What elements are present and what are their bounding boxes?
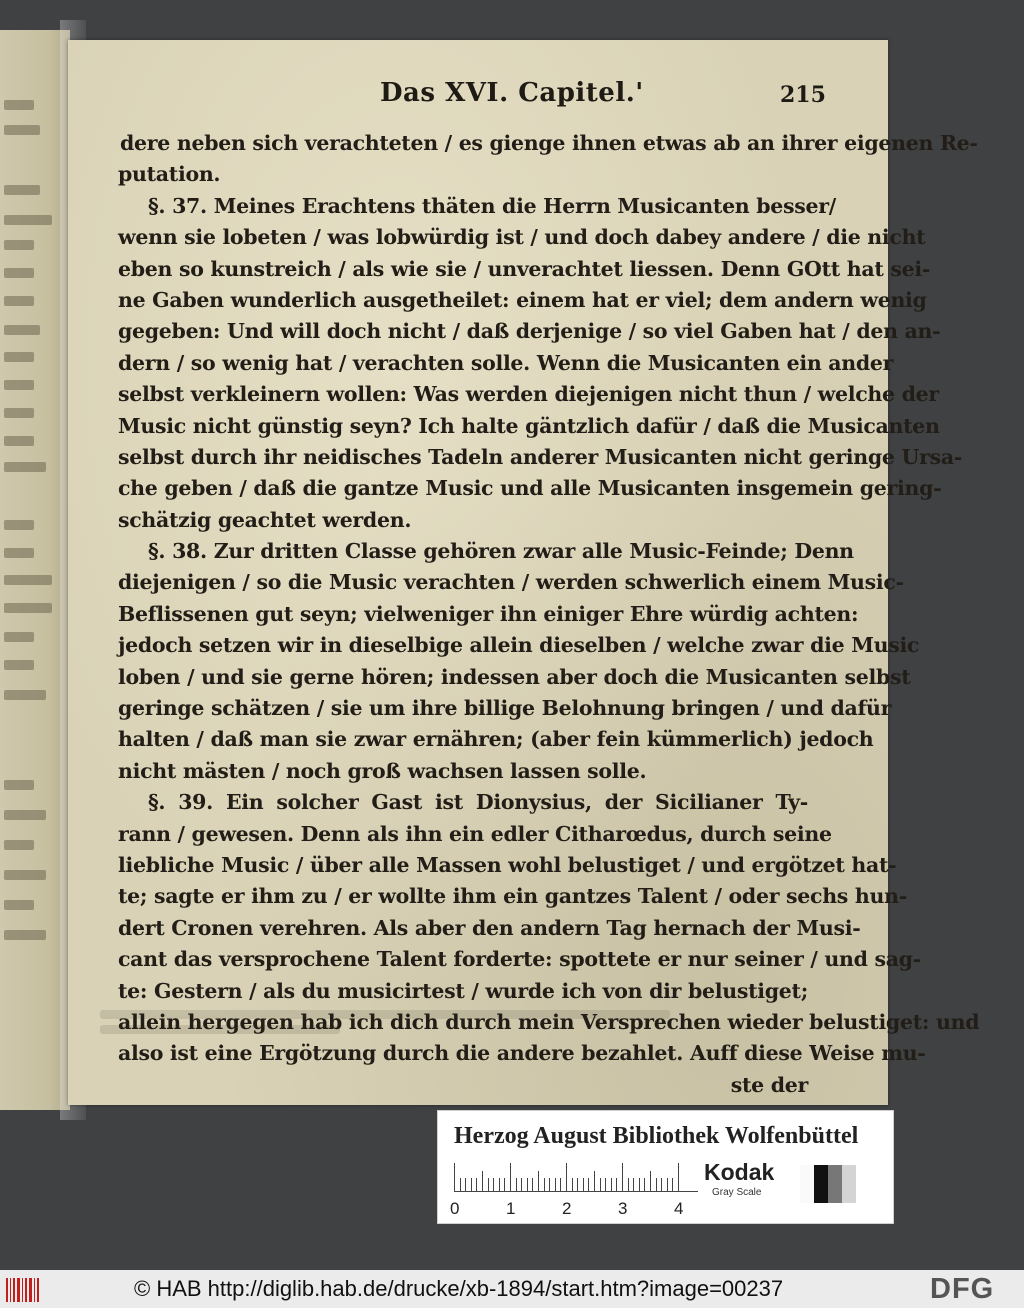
ruler-tick (667, 1178, 668, 1191)
ruler-tick (460, 1178, 461, 1191)
page-number: 215 (780, 82, 826, 108)
text-line: also ist eine Ergötzung durch die andere bezahlet. Auff diese Weise mu- (118, 1041, 926, 1066)
facing-text-fragment (4, 930, 46, 940)
ruler-tick (465, 1178, 466, 1191)
facing-text-fragment (4, 125, 40, 135)
text-line: ne Gaben wunderlich ausgetheilet: einem hat er viel; dem andern wenig (118, 287, 927, 312)
running-head: Das XVI. Capitel.' (380, 78, 644, 108)
facing-text-fragment (4, 100, 34, 110)
text-line: che geben / daß die gantze Music und alle Musicanten insgemein gering- (118, 476, 942, 501)
facing-text-fragment (4, 632, 34, 642)
ruler-tick (656, 1178, 657, 1191)
text-line: Beflissenen gut seyn; vielweniger ihn einiger Ehre würdig achten: (118, 601, 859, 626)
text-line: te; sagte er ihm zu / er wollte ihm ein gantzes Talent / oder sechs hun- (118, 884, 907, 909)
facing-text-fragment (4, 436, 34, 446)
ruler-tick (538, 1171, 539, 1191)
text-line: §. 39. Ein solcher Gast ist Dionysius, der Sicilianer Ty- (148, 790, 808, 815)
footer-bar (0, 1270, 1024, 1308)
facing-text-fragment (4, 575, 52, 585)
ruler-tick (594, 1171, 595, 1191)
text-line: dere neben sich verachteten / es gienge ihnen etwas ab an ihrer eigenen Re- (120, 131, 978, 155)
gray-patch (842, 1165, 856, 1203)
ruler-tick (471, 1178, 472, 1191)
scale-number: 3 (618, 1199, 628, 1218)
body-text (118, 128, 980, 1101)
text-line: wenn sie lobeten / was lobwürdig ist / und doch dabey andere / die nicht (118, 225, 926, 250)
scale-number: 0 (450, 1199, 460, 1218)
facing-text-fragment (4, 325, 40, 335)
ruler-tick (527, 1178, 528, 1191)
facing-text-fragment (4, 548, 34, 558)
ruler-tick (628, 1178, 629, 1191)
gray-patches (800, 1165, 856, 1203)
scale-number: 4 (674, 1199, 684, 1218)
kodak-logo: Kodak (704, 1159, 775, 1185)
ruler-tick (482, 1171, 483, 1191)
ruler-tick (600, 1178, 601, 1191)
ruler-tick (504, 1178, 505, 1191)
scale-ruler (454, 1163, 698, 1192)
ruler-tick (678, 1163, 679, 1191)
text-line: gegeben: Und will doch nicht / daß derjenige / so viel Gaben hat / den an- (118, 319, 941, 344)
ruler-tick (672, 1178, 673, 1191)
ruler-tick (661, 1178, 662, 1191)
ruler-tick (605, 1178, 606, 1191)
ruler-tick (572, 1178, 573, 1191)
library-name: Herzog August Bibliothek Wolfenbüttel (454, 1123, 859, 1149)
gray-scale-label: Gray Scale (712, 1187, 762, 1198)
facing-text-fragment (4, 408, 34, 418)
gray-patch (800, 1165, 814, 1203)
ruler-tick (639, 1178, 640, 1191)
gray-patch (814, 1165, 828, 1203)
text-line: §. 38. Zur dritten Classe gehören zwar alle Music-Feinde; Denn (148, 539, 854, 564)
ruler-tick (622, 1163, 623, 1191)
text-line: allein hergegen hab ich dich durch mein Versprechen wieder belustiget: und (118, 1009, 980, 1034)
text-line: selbst verkleinern wollen: Was werden diejenigen nicht thun / welche der (118, 382, 939, 407)
dfg-logo: DFG (930, 1273, 995, 1305)
text-line: jedoch setzen wir in dieselbige allein dieselben / welche zwar die Music (118, 633, 920, 658)
color-target-card (437, 1110, 894, 1224)
text-line: Music nicht günstig seyn? Ich halte gäntzlich dafür / daß die Musicanten (118, 413, 940, 438)
facing-text-fragment (4, 268, 34, 278)
ruler-tick (555, 1178, 556, 1191)
text-line: schätzig geachtet werden. (118, 507, 412, 532)
ruler-tick (532, 1178, 533, 1191)
ruler-tick (650, 1171, 651, 1191)
copyright-url[interactable]: © HAB http://diglib.hab.de/drucke/xb-1894/start.htm?image=00237 (134, 1276, 784, 1301)
ruler-tick (566, 1163, 567, 1191)
text-line: halten / daß man sie zwar ernähren; (aber fein kümmerlich) jedoch (118, 727, 874, 752)
ruler-tick (521, 1178, 522, 1191)
ruler-tick (516, 1178, 517, 1191)
text-line: diejenigen / so die Music verachten / werden schwerlich einem Music- (118, 570, 904, 595)
ruler-tick (611, 1178, 612, 1191)
text-line: loben / und sie gerne hören; indessen aber doch die Musicanten selbst (118, 664, 911, 689)
facing-text-fragment (4, 462, 46, 472)
facing-text-fragment (4, 603, 52, 613)
ruler-tick (588, 1178, 589, 1191)
text-line: geringe schätzen / sie um ihre billige Belohnung bringen / und dafür (118, 696, 892, 721)
facing-text-fragment (4, 900, 34, 910)
ruler-tick (544, 1178, 545, 1191)
text-line: rann / gewesen. Denn als ihn ein edler Citharœdus, durch seine (118, 821, 832, 846)
ruler-tick (577, 1178, 578, 1191)
facing-text-fragment (4, 215, 52, 225)
facing-text-fragment (4, 780, 34, 790)
text-line: §. 37. Meines Erachtens thäten die Herrn Musicanten besser/ (148, 193, 836, 218)
ruler-tick (476, 1178, 477, 1191)
text-line: ste der (730, 1072, 808, 1097)
ruler-tick (644, 1178, 645, 1191)
facing-text-fragment (4, 810, 46, 820)
text-line: putation. (118, 162, 221, 187)
text-line: dern / so wenig hat / verachten solle. Wenn die Musicanten ein ander (118, 350, 894, 375)
facing-text-fragment (4, 380, 34, 390)
facing-text-fragment (4, 240, 34, 250)
text-line: liebliche Music / über alle Massen wohl belustiget / und ergötzet hat- (118, 852, 897, 877)
scale-number: 1 (506, 1199, 516, 1218)
ruler-tick (549, 1178, 550, 1191)
text-line: dert Cronen verehren. Als aber den andern Tag hernach der Musi- (118, 915, 861, 940)
text-line: eben so kunstreich / als wie sie / unverachtet liessen. Denn GOtt hat sei- (118, 256, 931, 281)
ruler-tick (499, 1178, 500, 1191)
ruler-tick (560, 1178, 561, 1191)
ruler-tick (493, 1178, 494, 1191)
facing-text-fragment (4, 870, 46, 880)
text-line: te: Gestern / als du musicirtest / wurde ich von dir belustiget; (118, 978, 808, 1003)
gray-patch (828, 1165, 842, 1203)
text-line: selbst durch ihr neidisches Tadeln anderer Musicanten nicht geringe Ursa- (118, 444, 963, 469)
ruler-tick (583, 1178, 584, 1191)
text-line: cant das versprochene Talent forderte: spottete er nur seiner / und sag- (118, 947, 921, 972)
ruler-tick (616, 1178, 617, 1191)
ruler-tick (488, 1178, 489, 1191)
scale-number: 2 (562, 1199, 572, 1218)
facing-text-fragment (4, 660, 34, 670)
facing-text-fragment (4, 520, 34, 530)
barcode-icon (6, 1278, 42, 1302)
facing-text-fragment (4, 690, 46, 700)
ruler-tick (510, 1163, 511, 1191)
facing-text-fragment (4, 840, 34, 850)
ruler-tick (633, 1178, 634, 1191)
facing-text-fragment (4, 185, 40, 195)
facing-text-fragment (4, 296, 34, 306)
facing-text-fragment (4, 352, 34, 362)
show-through-text (100, 1010, 700, 1030)
ruler-tick (454, 1163, 455, 1191)
text-line: nicht mästen / noch groß wachsen lassen solle. (118, 758, 647, 783)
